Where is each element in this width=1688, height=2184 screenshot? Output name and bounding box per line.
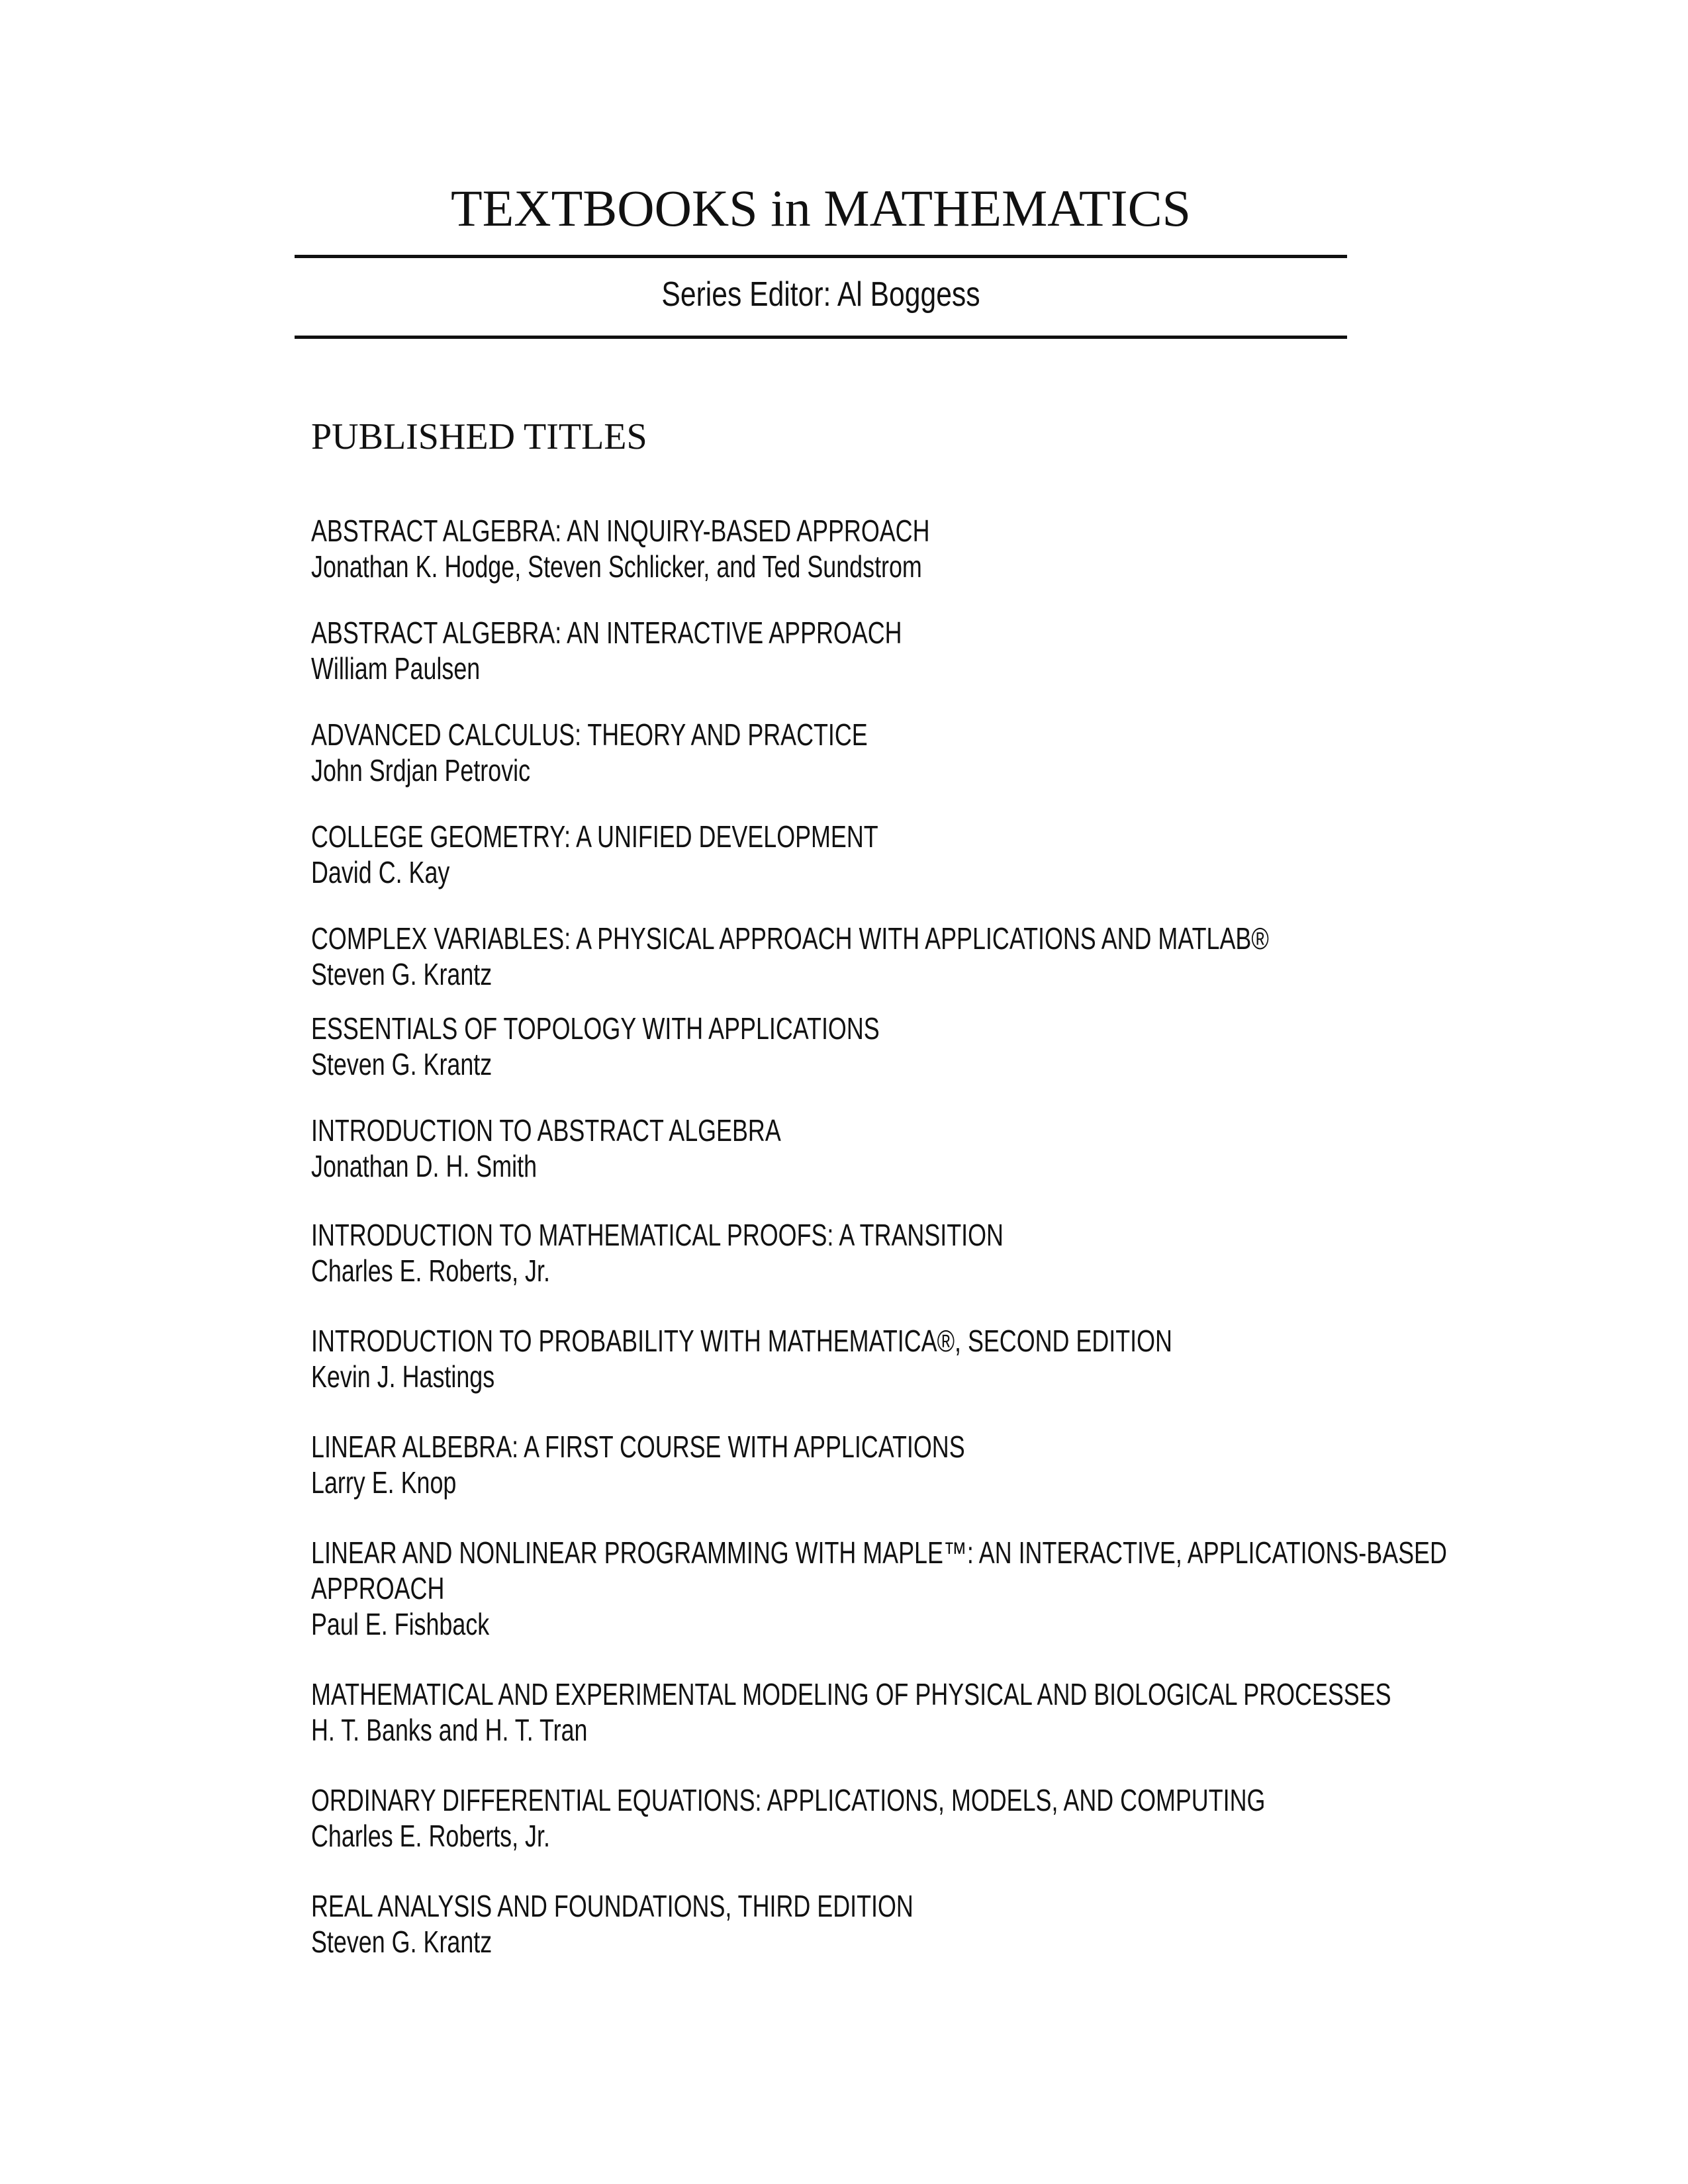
title-entry: [311, 1323, 1602, 1394]
published-titles-heading: PUBLISHED TITLES: [311, 416, 647, 457]
title-entry: [311, 615, 1602, 686]
title-entry: [311, 1676, 1602, 1748]
book-author: Steven G. Krantz: [311, 1047, 492, 1081]
book-title: INTRODUCTION TO ABSTRACT ALGEBRA: [311, 1113, 781, 1148]
book-title: LINEAR AND NONLINEAR PROGRAMMING WITH MAPLE™: AN INTERACTIVE, APPLICATIONS-BASED APPROACH: [311, 1535, 1447, 1606]
book-author: Steven G. Krantz: [311, 1925, 492, 1959]
title-entry: [311, 513, 1602, 584]
series-editor: Series Editor: Al Boggess: [661, 275, 980, 314]
book-title: LINEAR ALBEBRA: A FIRST COURSE WITH APPLICATIONS: [311, 1430, 965, 1464]
book-author: Steven G. Krantz: [311, 957, 492, 991]
title-entry: [311, 921, 1602, 992]
book-author: Larry E. Knop: [311, 1465, 457, 1500]
title-entry: [311, 819, 1602, 890]
book-author: H. T. Banks and H. T. Tran: [311, 1713, 588, 1747]
book-title: ORDINARY DIFFERENTIAL EQUATIONS: APPLICATIONS, MODELS, AND COMPUTING: [311, 1783, 1266, 1817]
book-author: John Srdjan Petrovic: [311, 753, 531, 788]
book-title: MATHEMATICAL AND EXPERIMENTAL MODELING OF PHYSICAL AND BIOLOGICAL PROCESSES: [311, 1677, 1391, 1711]
book-title: ADVANCED CALCULUS: THEORY AND PRACTICE: [311, 717, 868, 752]
title-entry: [311, 1888, 1602, 1960]
title-entry: [311, 1217, 1602, 1289]
title-entry: [311, 1429, 1602, 1500]
title-entry: [311, 1535, 1602, 1642]
book-title: INTRODUCTION TO PROBABILITY WITH MATHEMATICA®, SECOND EDITION: [311, 1324, 1172, 1358]
book-author: Jonathan K. Hodge, Steven Schlicker, and Ted Sundstrom: [311, 549, 922, 584]
title-entry: [311, 717, 1602, 788]
book-title: COLLEGE GEOMETRY: A UNIFIED DEVELOPMENT: [311, 819, 878, 854]
book-title: ESSENTIALS OF TOPOLOGY WITH APPLICATIONS: [311, 1011, 880, 1046]
title-entry: [311, 1011, 1602, 1082]
title-entry: [311, 1113, 1602, 1184]
book-author: Charles E. Roberts, Jr.: [311, 1819, 550, 1853]
series-title: TEXTBOOKS in MATHEMATICS: [450, 179, 1192, 237]
book-title: ABSTRACT ALGEBRA: AN INTERACTIVE APPROACH: [311, 615, 902, 650]
book-title: ABSTRACT ALGEBRA: AN INQUIRY-BASED APPROACH: [311, 514, 930, 548]
book-author: Jonathan D. H. Smith: [311, 1149, 538, 1183]
book-author: William Paulsen: [311, 651, 481, 686]
book-author: Kevin J. Hastings: [311, 1359, 495, 1394]
book-author: David C. Kay: [311, 855, 450, 889]
book-title: INTRODUCTION TO MATHEMATICAL PROOFS: A TRANSITION: [311, 1218, 1004, 1252]
book-author: Paul E. Fishback: [311, 1607, 490, 1641]
book-author: Charles E. Roberts, Jr.: [311, 1253, 550, 1288]
top-rule: [295, 255, 1347, 258]
book-title: REAL ANALYSIS AND FOUNDATIONS, THIRD EDITION: [311, 1889, 914, 1923]
book-title: COMPLEX VARIABLES: A PHYSICAL APPROACH WITH APPLICATIONS AND MATLAB®: [311, 921, 1269, 956]
bottom-rule: [295, 336, 1347, 339]
title-entry: [311, 1782, 1602, 1854]
